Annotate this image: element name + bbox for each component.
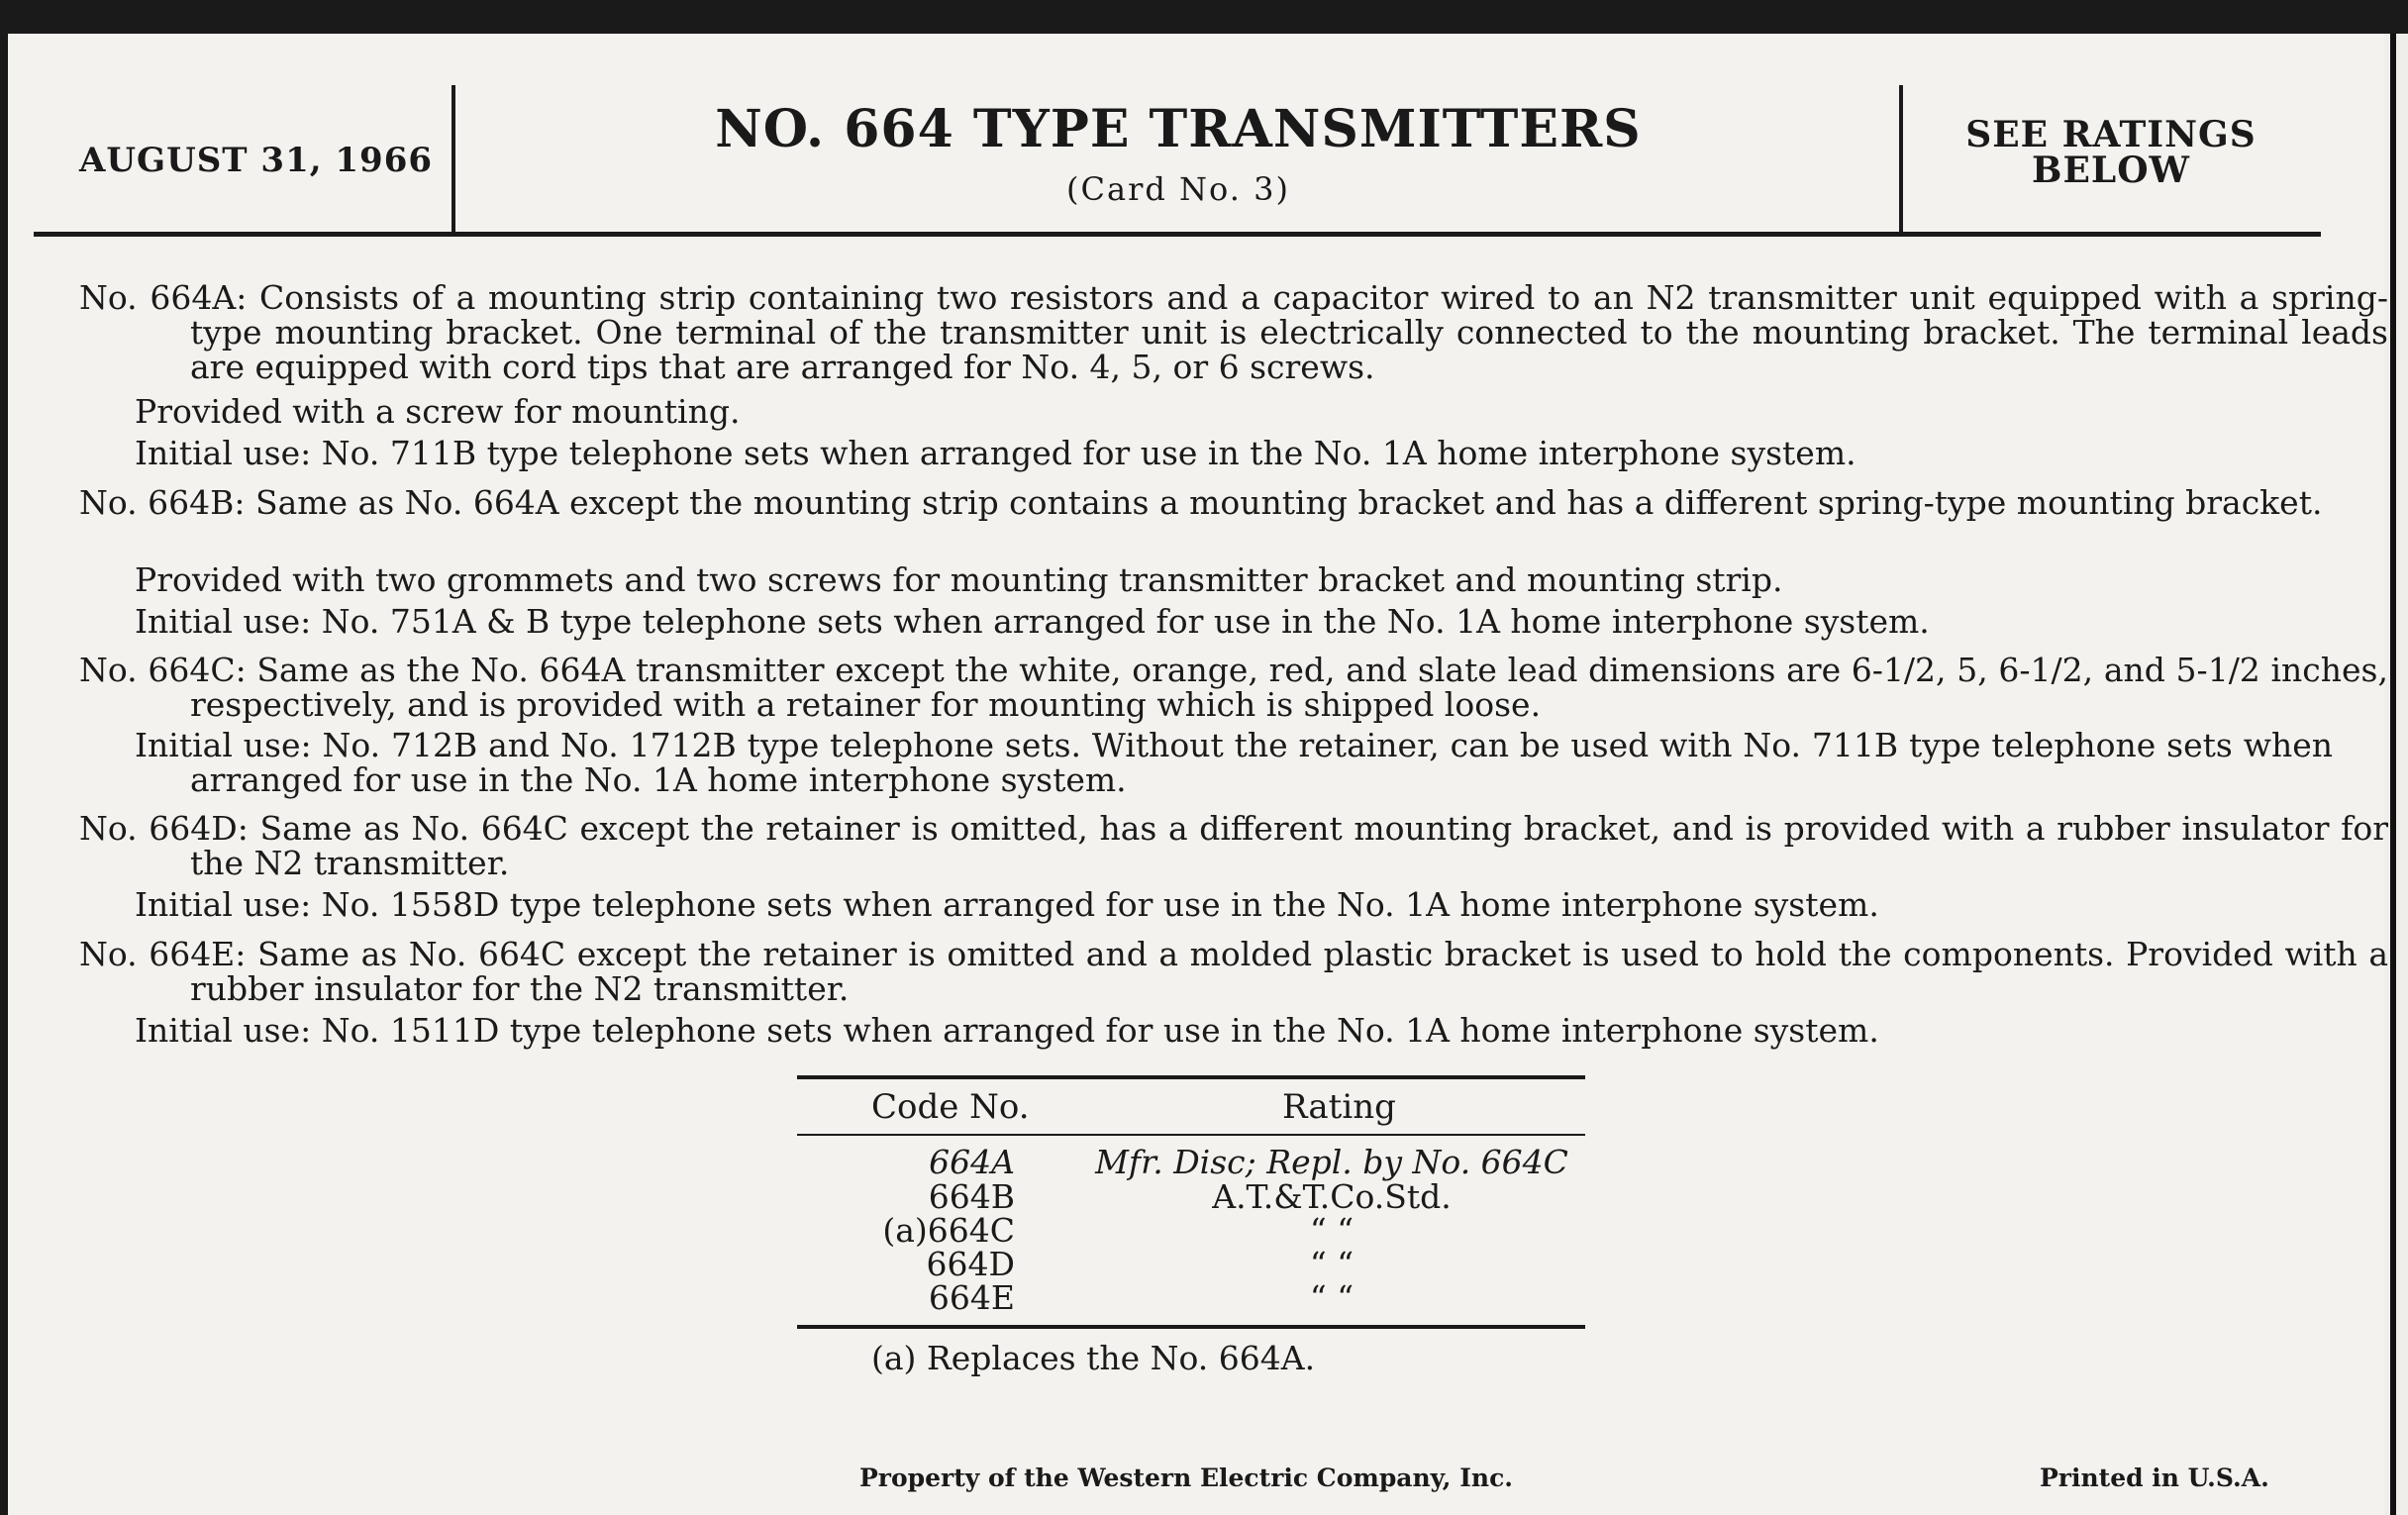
ratings-note-line2: BELOW xyxy=(2032,150,2190,191)
table-row-rating: Mfr. Disc; Repl. by No. 664C xyxy=(1095,1143,1568,1181)
entry-664d-description: No. 664D: Same as No. 664C except the retainer is omitted, has a different mounting bracket, and is provided with a rubber insulator for the N2 transmitter. xyxy=(79,809,2388,882)
issue-date: AUGUST 31, 1966 xyxy=(79,141,434,180)
table-footnote: (a) Replaces the No. 664A. xyxy=(871,1339,1316,1377)
table-header-code: Code No. xyxy=(871,1087,1030,1127)
entry-664a-initial-use: Initial use: No. 711B type telephone sets when arranged for use in the No. 1A home interphone system. xyxy=(135,434,1856,472)
table-row-rating: “ “ xyxy=(1309,1211,1354,1250)
table-row-rating: “ “ xyxy=(1309,1278,1354,1317)
ratings-note-line1: SEE RATINGS xyxy=(1965,114,2257,155)
ratings-note xyxy=(1903,114,2319,191)
table-row-code: (a)664C xyxy=(882,1211,1015,1250)
entry-664b-initial-use: Initial use: No. 751A & B type telephone sets when arranged for use in the No. 1A home interphone system. xyxy=(135,602,1930,641)
table-row-code: 664D xyxy=(926,1245,1015,1283)
table-row-rating: “ “ xyxy=(1309,1245,1354,1283)
table-header-rule xyxy=(797,1134,1585,1136)
card-number: (Card No. 3) xyxy=(1066,170,1290,208)
entry-664a-description: No. 664A: Consists of a mounting strip containing two resistors and a capacitor wired to an N2 transmitter unit equipped with a spring-type mounting bracket. One terminal of the transmitter unit is electrically connected to the mounting bracket. The terminal leads are equipped with cord tips that are arranged for No. 4, 5, or 6 screws. xyxy=(79,278,2388,386)
table-header-rating: Rating xyxy=(1282,1087,1396,1127)
table-row-code: 664A xyxy=(929,1143,1015,1181)
table-bottom-rule xyxy=(797,1325,1585,1329)
table-row-code: 664B xyxy=(928,1177,1015,1216)
entry-664a-provided: Provided with a screw for mounting. xyxy=(135,392,741,431)
entry-664c-initial-use: Initial use: No. 712B and No. 1712B type telephone sets. Without the retainer, can be used with No. 711B type telephone sets when arranged for use in the No. 1A home interphone system. xyxy=(135,726,2333,799)
entry-664b-provided: Provided with two grommets and two screws for mounting transmitter bracket and mounting strip. xyxy=(135,560,1783,599)
property-notice: Property of the Western Electric Company, Inc. xyxy=(859,1464,1514,1492)
entry-664e-description: No. 664E: Same as No. 664C except the retainer is omitted and a molded plastic bracket is used to hold the components. Provided with a rubber insulator for the N2 transmitter. xyxy=(79,935,2388,1008)
table-row-rating: A.T.&T.Co.Std. xyxy=(1212,1177,1452,1216)
entry-664d-initial-use: Initial use: No. 1558D type telephone sets when arranged for use in the No. 1A home interphone system. xyxy=(135,885,1879,924)
card-edge xyxy=(2384,34,2408,1515)
table-top-rule xyxy=(797,1075,1585,1079)
table-row-code: 664E xyxy=(928,1278,1015,1317)
entry-664b-description: No. 664B: Same as No. 664A except the mounting strip contains a mounting bracket and has a different spring-type mounting bracket. xyxy=(79,483,2323,522)
entry-664c-description: No. 664C: Same as the No. 664A transmitter except the white, orange, red, and slate lead dimensions are 6-1/2, 5, 6-1/2, and 5-1/2 inches, respectively, and is provided with a retainer for mounting which is shipped loose. xyxy=(79,651,2388,724)
printed-notice: Printed in U.S.A. xyxy=(2040,1464,2269,1492)
header-rule xyxy=(34,232,2321,237)
page-title: NO. 664 TYPE TRANSMITTERS xyxy=(715,99,1642,159)
entry-664e-initial-use: Initial use: No. 1511D type telephone sets when arranged for use in the No. 1A home interphone system. xyxy=(135,1011,1879,1050)
